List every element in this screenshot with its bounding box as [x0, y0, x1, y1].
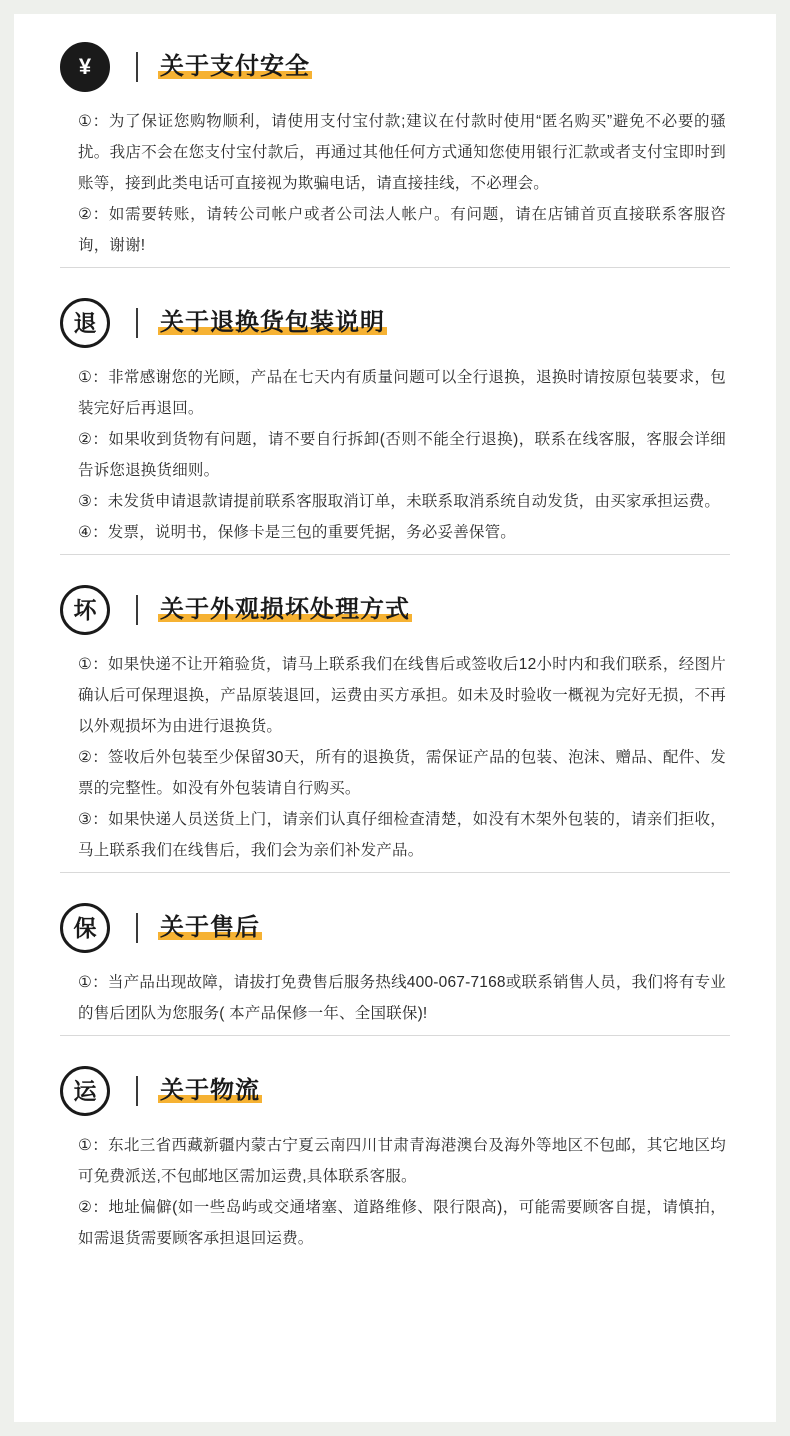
list-item: ②：如需要转账，请转公司帐户或者公司法人帐户。有问题，请在店铺首页直接联系客服咨询，谢谢!: [78, 206, 726, 254]
list-item: ②：签收后外包装至少保留30天，所有的退换货，需保证产品的包装、泡沫、赠品、配件、发票的完整性。如没有外包装请自行购买。: [78, 749, 726, 797]
section-body: [60, 362, 730, 548]
list-item: ①：为了保证您购物顺利，请使用支付宝付款;建议在付款时使用“匿名购买”避免不必要的骚扰。我店不会在您支付宝付款后，再通过其他任何方式通知您使用银行汇款或者支付宝即时到账等，接到此类电话可直接视为欺骗电话，请直接挂线，不必理会。: [78, 113, 726, 192]
section-payment-security: [60, 38, 730, 267]
shipping-icon: 运: [60, 1066, 110, 1116]
yen-payment-icon: ¥: [60, 42, 110, 92]
section-title: 关于售后: [160, 914, 260, 941]
section-after-sales: [60, 872, 730, 1035]
section-title: 关于外观损坏处理方式: [160, 596, 410, 623]
list-item: ①：当产品出现故障，请拔打免费售后服务热线400-067-7168或联系销售人员，我们将有专业的售后团队为您服务( 本产品保修一年、全国联保)!: [78, 974, 726, 1022]
list-item: ①：东北三省西藏新疆内蒙古宁夏云南四川甘肃青海港澳台及海外等地区不包邮，其它地区均可免费派送,不包邮地区需加运费,具体联系客服。: [78, 1137, 726, 1185]
header-divider: [136, 913, 138, 943]
list-item: ①：如果快递不让开箱验货，请马上联系我们在线售后或签收后12小时内和我们联系，经图片确认后可保理退换，产品原装退回，运费由买方承担。如未及时验收一概视为完好无损，不再以外观损坏为由进行退换货。: [78, 656, 726, 735]
header-divider: [136, 52, 138, 82]
section-title-wrap: [158, 309, 387, 337]
section-title-wrap: [158, 914, 262, 942]
header-divider: [136, 308, 138, 338]
section-title: 关于物流: [160, 1077, 260, 1104]
section-header: [60, 38, 730, 96]
section-body: [60, 106, 730, 261]
document-content: [14, 14, 776, 1422]
section-title-wrap: [158, 596, 412, 624]
section-header: [60, 581, 730, 639]
damage-icon: 坏: [60, 585, 110, 635]
list-item: ③：未发货申请退款请提前联系客服取消订单，未联系取消系统自动发货，由买家承担运费。: [78, 493, 721, 510]
section-return-packaging: [60, 267, 730, 554]
section-body: [60, 649, 730, 866]
section-body: [60, 967, 730, 1029]
section-header: [60, 294, 730, 352]
list-item: ②：地址偏僻(如一些岛屿或交通堵塞、道路维修、限行限高)，可能需要顾客自提，请慎拍，如需退货需要顾客承担退回运费。: [78, 1199, 726, 1247]
list-item: ②：如果收到货物有问题，请不要自行拆卸(否则不能全行退换)，联系在线客服，客服会详细告诉您退换货细则。: [78, 431, 726, 479]
warranty-icon: 保: [60, 903, 110, 953]
section-title: 关于退换货包装说明: [160, 309, 385, 336]
section-header: [60, 1062, 730, 1120]
list-item: ④：发票，说明书，保修卡是三包的重要凭据，务必妥善保管。: [78, 524, 516, 541]
section-title-wrap: [158, 1077, 262, 1105]
list-item: ①：非常感谢您的光顾，产品在七天内有质量问题可以全行退换，退换时请按原包装要求，包装完好后再退回。: [78, 369, 726, 417]
section-appearance-damage: [60, 554, 730, 872]
section-title-wrap: [158, 53, 312, 81]
section-body: [60, 1130, 730, 1254]
section-logistics: [60, 1035, 730, 1260]
section-header: [60, 899, 730, 957]
list-item: ③：如果快递人员送货上门，请亲们认真仔细检查清楚，如没有木架外包装的，请亲们拒收，马上联系我们在线售后，我们会为亲们补发产品。: [78, 811, 726, 859]
return-icon: 退: [60, 298, 110, 348]
section-title: 关于支付安全: [160, 53, 310, 80]
header-divider: [136, 595, 138, 625]
header-divider: [136, 1076, 138, 1106]
